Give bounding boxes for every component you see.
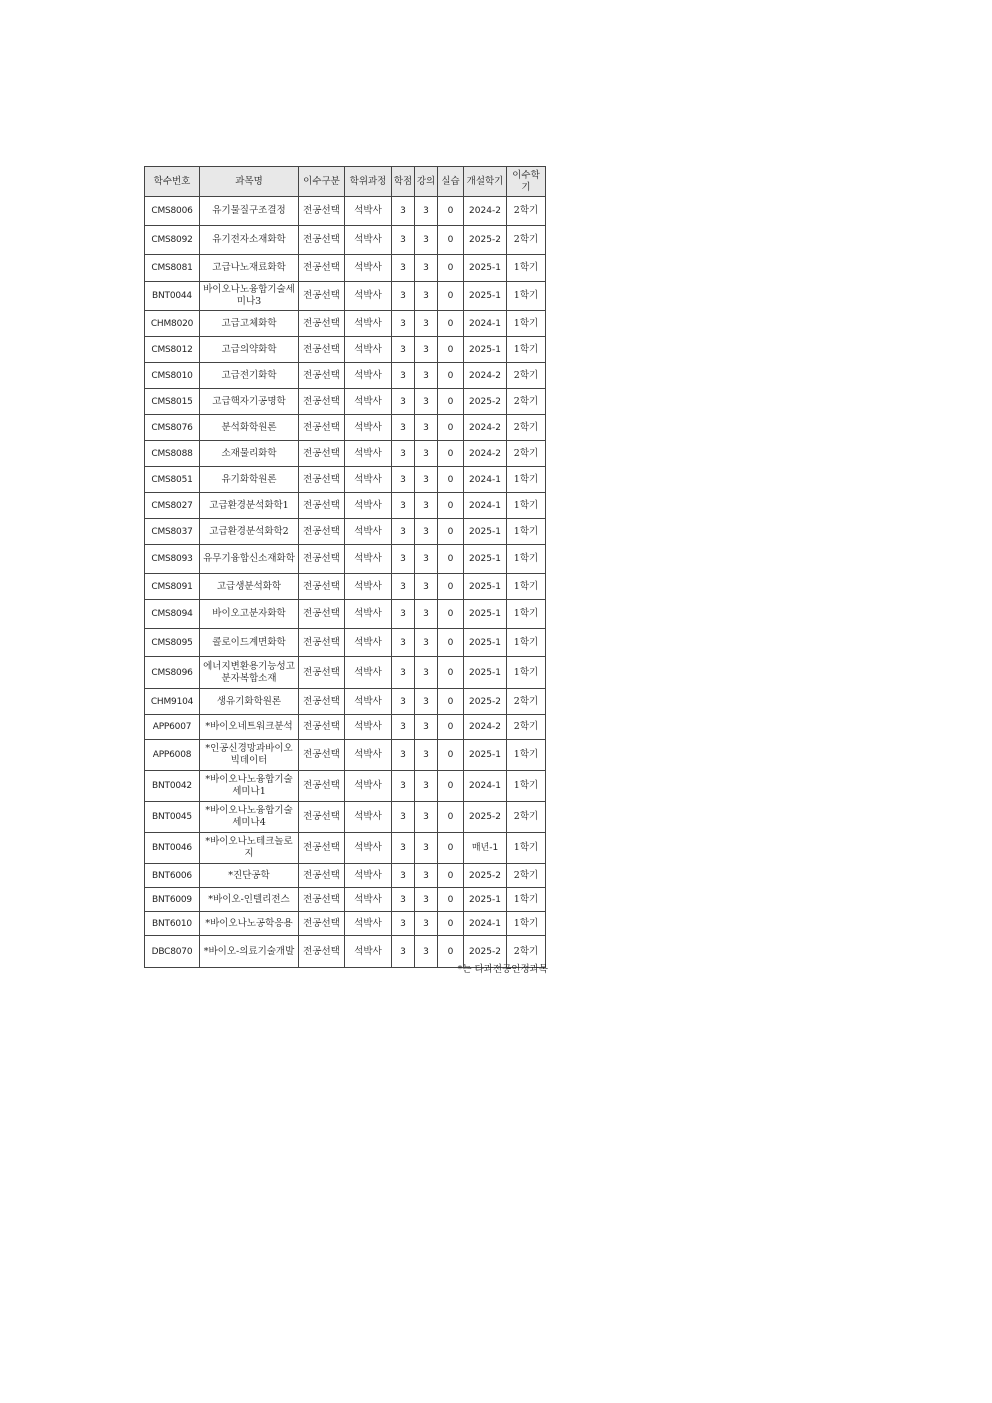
lecture-hours: 3 [415, 657, 438, 689]
lecture-hours: 3 [415, 441, 438, 467]
course-code: CMS8095 [145, 629, 200, 657]
open-semester: 2025-2 [464, 689, 507, 715]
complete-semester: 1학기 [507, 545, 546, 574]
practice-hours: 0 [438, 493, 464, 519]
table-row [145, 888, 546, 912]
course-name: 유기물질구조결정 [200, 197, 299, 226]
open-semester: 2024-1 [464, 771, 507, 802]
course-code: BNT0044 [145, 282, 200, 311]
lecture-hours: 3 [415, 600, 438, 629]
complete-semester: 2학기 [507, 802, 546, 833]
degree: 석박사 [345, 657, 392, 689]
course-name: 에너지변환용기능성고분자복합소재 [200, 657, 299, 689]
table-row [145, 802, 546, 833]
practice-hours: 0 [438, 689, 464, 715]
lecture-hours: 3 [415, 912, 438, 936]
course-name: *바이오-의료기술개발 [200, 936, 299, 968]
credits: 3 [392, 226, 415, 255]
credits: 3 [392, 600, 415, 629]
degree: 석박사 [345, 197, 392, 226]
open-semester: 2025-1 [464, 657, 507, 689]
lecture-hours: 3 [415, 197, 438, 226]
table-row [145, 574, 546, 600]
credits: 3 [392, 282, 415, 311]
degree: 석박사 [345, 282, 392, 311]
category: 전공선택 [299, 545, 345, 574]
credits: 3 [392, 888, 415, 912]
degree: 석박사 [345, 493, 392, 519]
table-row [145, 545, 546, 574]
lecture-hours: 3 [415, 802, 438, 833]
complete-semester: 1학기 [507, 493, 546, 519]
table-header-row [145, 167, 546, 197]
course-table [144, 166, 546, 968]
course-name: 유무기융합신소재화학 [200, 545, 299, 574]
course-name: 유기전자소재화학 [200, 226, 299, 255]
complete-semester: 1학기 [507, 255, 546, 282]
degree: 석박사 [345, 802, 392, 833]
course-name: 생유기화학원론 [200, 689, 299, 715]
category: 전공선택 [299, 629, 345, 657]
practice-hours: 0 [438, 467, 464, 493]
practice-hours: 0 [438, 740, 464, 771]
category: 전공선택 [299, 657, 345, 689]
course-code: CMS8051 [145, 467, 200, 493]
category: 전공선택 [299, 600, 345, 629]
practice-hours: 0 [438, 771, 464, 802]
course-code: BNT0046 [145, 833, 200, 864]
open-semester-header: 개설학기 [464, 167, 507, 197]
course-code: CMS8094 [145, 600, 200, 629]
table-body [145, 197, 546, 968]
degree: 석박사 [345, 311, 392, 337]
category: 전공선택 [299, 833, 345, 864]
course-name: 고급생분석화학 [200, 574, 299, 600]
open-semester: 2024-2 [464, 715, 507, 740]
course-code: APP6007 [145, 715, 200, 740]
course-code: BNT6010 [145, 912, 200, 936]
open-semester: 2025-1 [464, 888, 507, 912]
degree: 석박사 [345, 833, 392, 864]
complete-semester: 1학기 [507, 311, 546, 337]
degree: 석박사 [345, 337, 392, 363]
table-row [145, 389, 546, 415]
lecture-hours: 3 [415, 715, 438, 740]
open-semester: 2025-1 [464, 740, 507, 771]
lecture-hours: 3 [415, 363, 438, 389]
course-name: *바이오나노융합기술세미나4 [200, 802, 299, 833]
category: 전공선택 [299, 912, 345, 936]
table-row [145, 689, 546, 715]
course-name: 유기화학원론 [200, 467, 299, 493]
open-semester: 2025-1 [464, 282, 507, 311]
degree: 석박사 [345, 545, 392, 574]
credits: 3 [392, 740, 415, 771]
course-code-header: 학수번호 [145, 167, 200, 197]
practice-hours: 0 [438, 363, 464, 389]
credits: 3 [392, 197, 415, 226]
course-code: BNT0042 [145, 771, 200, 802]
practice-hours: 0 [438, 657, 464, 689]
table-row [145, 715, 546, 740]
complete-semester: 2학기 [507, 689, 546, 715]
credits: 3 [392, 833, 415, 864]
practice-hours: 0 [438, 197, 464, 226]
complete-semester: 1학기 [507, 467, 546, 493]
course-code: CMS8012 [145, 337, 200, 363]
lecture-hours: 3 [415, 226, 438, 255]
category: 전공선택 [299, 936, 345, 968]
course-name: *바이오나노테크놀로지 [200, 833, 299, 864]
complete-semester: 1학기 [507, 574, 546, 600]
credits: 3 [392, 337, 415, 363]
course-name: 바이오나노융합기술세미나3 [200, 282, 299, 311]
table-row [145, 912, 546, 936]
table-row [145, 255, 546, 282]
practice-hours: 0 [438, 282, 464, 311]
category: 전공선택 [299, 715, 345, 740]
practice-hours: 0 [438, 441, 464, 467]
practice-hours: 0 [438, 864, 464, 888]
lecture-hours: 3 [415, 255, 438, 282]
table-row [145, 740, 546, 771]
practice-hours: 0 [438, 545, 464, 574]
credits: 3 [392, 629, 415, 657]
degree: 석박사 [345, 519, 392, 545]
course-name: *바이오나노공학응용 [200, 912, 299, 936]
degree: 석박사 [345, 255, 392, 282]
lecture-hours: 3 [415, 771, 438, 802]
table-row [145, 363, 546, 389]
course-code: CMS8015 [145, 389, 200, 415]
category: 전공선택 [299, 519, 345, 545]
category: 전공선택 [299, 197, 345, 226]
credits: 3 [392, 311, 415, 337]
course-name-header: 과목명 [200, 167, 299, 197]
course-code: CMS8006 [145, 197, 200, 226]
credits: 3 [392, 864, 415, 888]
degree: 석박사 [345, 771, 392, 802]
credits: 3 [392, 493, 415, 519]
course-name: 분석화학원론 [200, 415, 299, 441]
table-row [145, 493, 546, 519]
credits: 3 [392, 771, 415, 802]
open-semester: 2025-2 [464, 936, 507, 968]
practice-hours: 0 [438, 311, 464, 337]
complete-semester: 1학기 [507, 337, 546, 363]
practice-hours: 0 [438, 389, 464, 415]
course-name: 고급환경분석화학1 [200, 493, 299, 519]
category: 전공선택 [299, 337, 345, 363]
open-semester: 2025-1 [464, 574, 507, 600]
course-name: *진단공학 [200, 864, 299, 888]
open-semester: 2024-2 [464, 363, 507, 389]
degree: 석박사 [345, 912, 392, 936]
degree: 석박사 [345, 600, 392, 629]
category: 전공선택 [299, 415, 345, 441]
course-name: 소재물리화학 [200, 441, 299, 467]
complete-semester: 1학기 [507, 282, 546, 311]
complete-semester: 1학기 [507, 519, 546, 545]
degree: 석박사 [345, 864, 392, 888]
credits: 3 [392, 657, 415, 689]
course-name: 고급전기화학 [200, 363, 299, 389]
table-row [145, 771, 546, 802]
table-row [145, 864, 546, 888]
table-row [145, 519, 546, 545]
course-code: CMS8096 [145, 657, 200, 689]
open-semester: 2024-2 [464, 441, 507, 467]
practice-hours: 0 [438, 574, 464, 600]
course-code: CMS8076 [145, 415, 200, 441]
open-semester: 매년-1 [464, 833, 507, 864]
open-semester: 2025-1 [464, 600, 507, 629]
practice-hours: 0 [438, 912, 464, 936]
table-row [145, 467, 546, 493]
degree-header: 학위과정 [345, 167, 392, 197]
degree: 석박사 [345, 689, 392, 715]
open-semester: 2025-1 [464, 545, 507, 574]
complete-semester: 1학기 [507, 888, 546, 912]
degree: 석박사 [345, 415, 392, 441]
category: 전공선택 [299, 689, 345, 715]
credits: 3 [392, 363, 415, 389]
table-row [145, 600, 546, 629]
complete-semester: 1학기 [507, 833, 546, 864]
credits: 3 [392, 255, 415, 282]
open-semester: 2025-1 [464, 255, 507, 282]
practice-hours: 0 [438, 715, 464, 740]
degree: 석박사 [345, 467, 392, 493]
course-name: 바이오고분자화학 [200, 600, 299, 629]
category: 전공선택 [299, 311, 345, 337]
footnote: *는 타과전공인정과목 [457, 964, 548, 975]
lecture-hours: 3 [415, 389, 438, 415]
complete-semester: 2학기 [507, 441, 546, 467]
category: 전공선택 [299, 888, 345, 912]
open-semester: 2024-1 [464, 493, 507, 519]
category: 전공선택 [299, 226, 345, 255]
credits-header: 학점 [392, 167, 415, 197]
practice-hours: 0 [438, 226, 464, 255]
degree: 석박사 [345, 389, 392, 415]
credits: 3 [392, 574, 415, 600]
table-row [145, 833, 546, 864]
credits: 3 [392, 519, 415, 545]
course-name: 고급환경분석화학2 [200, 519, 299, 545]
practice-hours: 0 [438, 888, 464, 912]
lecture-hours: 3 [415, 519, 438, 545]
credits: 3 [392, 689, 415, 715]
course-name: *바이오네트워크분석 [200, 715, 299, 740]
category: 전공선택 [299, 282, 345, 311]
open-semester: 2025-2 [464, 864, 507, 888]
practice-hours: 0 [438, 255, 464, 282]
credits: 3 [392, 936, 415, 968]
lecture-hours: 3 [415, 629, 438, 657]
course-code: BNT6006 [145, 864, 200, 888]
degree: 석박사 [345, 363, 392, 389]
lecture-hours: 3 [415, 415, 438, 441]
course-name: *인공신경망과바이오빅데이터 [200, 740, 299, 771]
open-semester: 2024-1 [464, 912, 507, 936]
table-row [145, 657, 546, 689]
category: 전공선택 [299, 363, 345, 389]
open-semester: 2025-2 [464, 389, 507, 415]
complete-semester: 2학기 [507, 715, 546, 740]
table-row [145, 226, 546, 255]
complete-semester: 1학기 [507, 600, 546, 629]
practice-hours: 0 [438, 600, 464, 629]
lecture-hours: 3 [415, 493, 438, 519]
course-code: CMS8027 [145, 493, 200, 519]
degree: 석박사 [345, 888, 392, 912]
lecture-hours: 3 [415, 888, 438, 912]
table-row [145, 337, 546, 363]
course-code: APP6008 [145, 740, 200, 771]
open-semester: 2024-1 [464, 311, 507, 337]
course-name: *바이오-인텔리전스 [200, 888, 299, 912]
practice-hours: 0 [438, 415, 464, 441]
lecture-header: 강의 [415, 167, 438, 197]
category: 전공선택 [299, 389, 345, 415]
lecture-hours: 3 [415, 936, 438, 968]
complete-semester: 2학기 [507, 363, 546, 389]
open-semester: 2024-2 [464, 415, 507, 441]
course-code: CMS8088 [145, 441, 200, 467]
practice-hours: 0 [438, 936, 464, 968]
complete-semester: 1학기 [507, 657, 546, 689]
practice-hours: 0 [438, 337, 464, 363]
open-semester: 2025-1 [464, 519, 507, 545]
open-semester: 2025-2 [464, 226, 507, 255]
degree: 석박사 [345, 629, 392, 657]
course-name: 콜로이드계면화학 [200, 629, 299, 657]
lecture-hours: 3 [415, 864, 438, 888]
course-name: 고급핵자기공명학 [200, 389, 299, 415]
course-name: 고급의약화학 [200, 337, 299, 363]
complete-semester-header: 이수학기 [507, 167, 546, 197]
complete-semester: 2학기 [507, 415, 546, 441]
practice-hours: 0 [438, 833, 464, 864]
table-row [145, 197, 546, 226]
lecture-hours: 3 [415, 467, 438, 493]
credits: 3 [392, 545, 415, 574]
lecture-hours: 3 [415, 545, 438, 574]
degree: 석박사 [345, 574, 392, 600]
category: 전공선택 [299, 802, 345, 833]
open-semester: 2025-1 [464, 629, 507, 657]
lecture-hours: 3 [415, 337, 438, 363]
category: 전공선택 [299, 441, 345, 467]
category: 전공선택 [299, 740, 345, 771]
course-code: CMS8081 [145, 255, 200, 282]
course-code: CMS8091 [145, 574, 200, 600]
table-row [145, 282, 546, 311]
course-code: CHM9104 [145, 689, 200, 715]
category: 전공선택 [299, 467, 345, 493]
complete-semester: 1학기 [507, 629, 546, 657]
open-semester: 2025-1 [464, 337, 507, 363]
course-code: CHM8020 [145, 311, 200, 337]
practice-hours: 0 [438, 629, 464, 657]
complete-semester: 2학기 [507, 226, 546, 255]
degree: 석박사 [345, 441, 392, 467]
practice-hours: 0 [438, 802, 464, 833]
table-row [145, 415, 546, 441]
credits: 3 [392, 415, 415, 441]
category: 전공선택 [299, 255, 345, 282]
course-code: CMS8093 [145, 545, 200, 574]
lecture-hours: 3 [415, 574, 438, 600]
course-code: BNT0045 [145, 802, 200, 833]
lecture-hours: 3 [415, 311, 438, 337]
complete-semester: 1학기 [507, 912, 546, 936]
complete-semester: 1학기 [507, 740, 546, 771]
course-code: BNT6009 [145, 888, 200, 912]
course-code: CMS8092 [145, 226, 200, 255]
degree: 석박사 [345, 715, 392, 740]
table-row [145, 441, 546, 467]
category: 전공선택 [299, 771, 345, 802]
course-name: *바이오나노융합기술세미나1 [200, 771, 299, 802]
lecture-hours: 3 [415, 282, 438, 311]
lecture-hours: 3 [415, 689, 438, 715]
credits: 3 [392, 715, 415, 740]
practice-header: 실습 [438, 167, 464, 197]
practice-hours: 0 [438, 519, 464, 545]
lecture-hours: 3 [415, 833, 438, 864]
complete-semester: 2학기 [507, 389, 546, 415]
category: 전공선택 [299, 864, 345, 888]
open-semester: 2025-2 [464, 802, 507, 833]
course-name: 고급고체화학 [200, 311, 299, 337]
complete-semester: 2학기 [507, 197, 546, 226]
degree: 석박사 [345, 740, 392, 771]
degree: 석박사 [345, 226, 392, 255]
category: 전공선택 [299, 574, 345, 600]
credits: 3 [392, 467, 415, 493]
complete-semester: 2학기 [507, 936, 546, 968]
table-row [145, 629, 546, 657]
category: 전공선택 [299, 493, 345, 519]
course-code: CMS8010 [145, 363, 200, 389]
complete-semester: 2학기 [507, 864, 546, 888]
lecture-hours: 3 [415, 740, 438, 771]
open-semester: 2024-1 [464, 467, 507, 493]
credits: 3 [392, 441, 415, 467]
degree: 석박사 [345, 936, 392, 968]
course-name: 고급나노재료화학 [200, 255, 299, 282]
open-semester: 2024-2 [464, 197, 507, 226]
category-header: 이수구분 [299, 167, 345, 197]
credits: 3 [392, 912, 415, 936]
credits: 3 [392, 802, 415, 833]
course-code: CMS8037 [145, 519, 200, 545]
complete-semester: 1학기 [507, 771, 546, 802]
table-row [145, 311, 546, 337]
course-code: DBC8070 [145, 936, 200, 968]
credits: 3 [392, 389, 415, 415]
